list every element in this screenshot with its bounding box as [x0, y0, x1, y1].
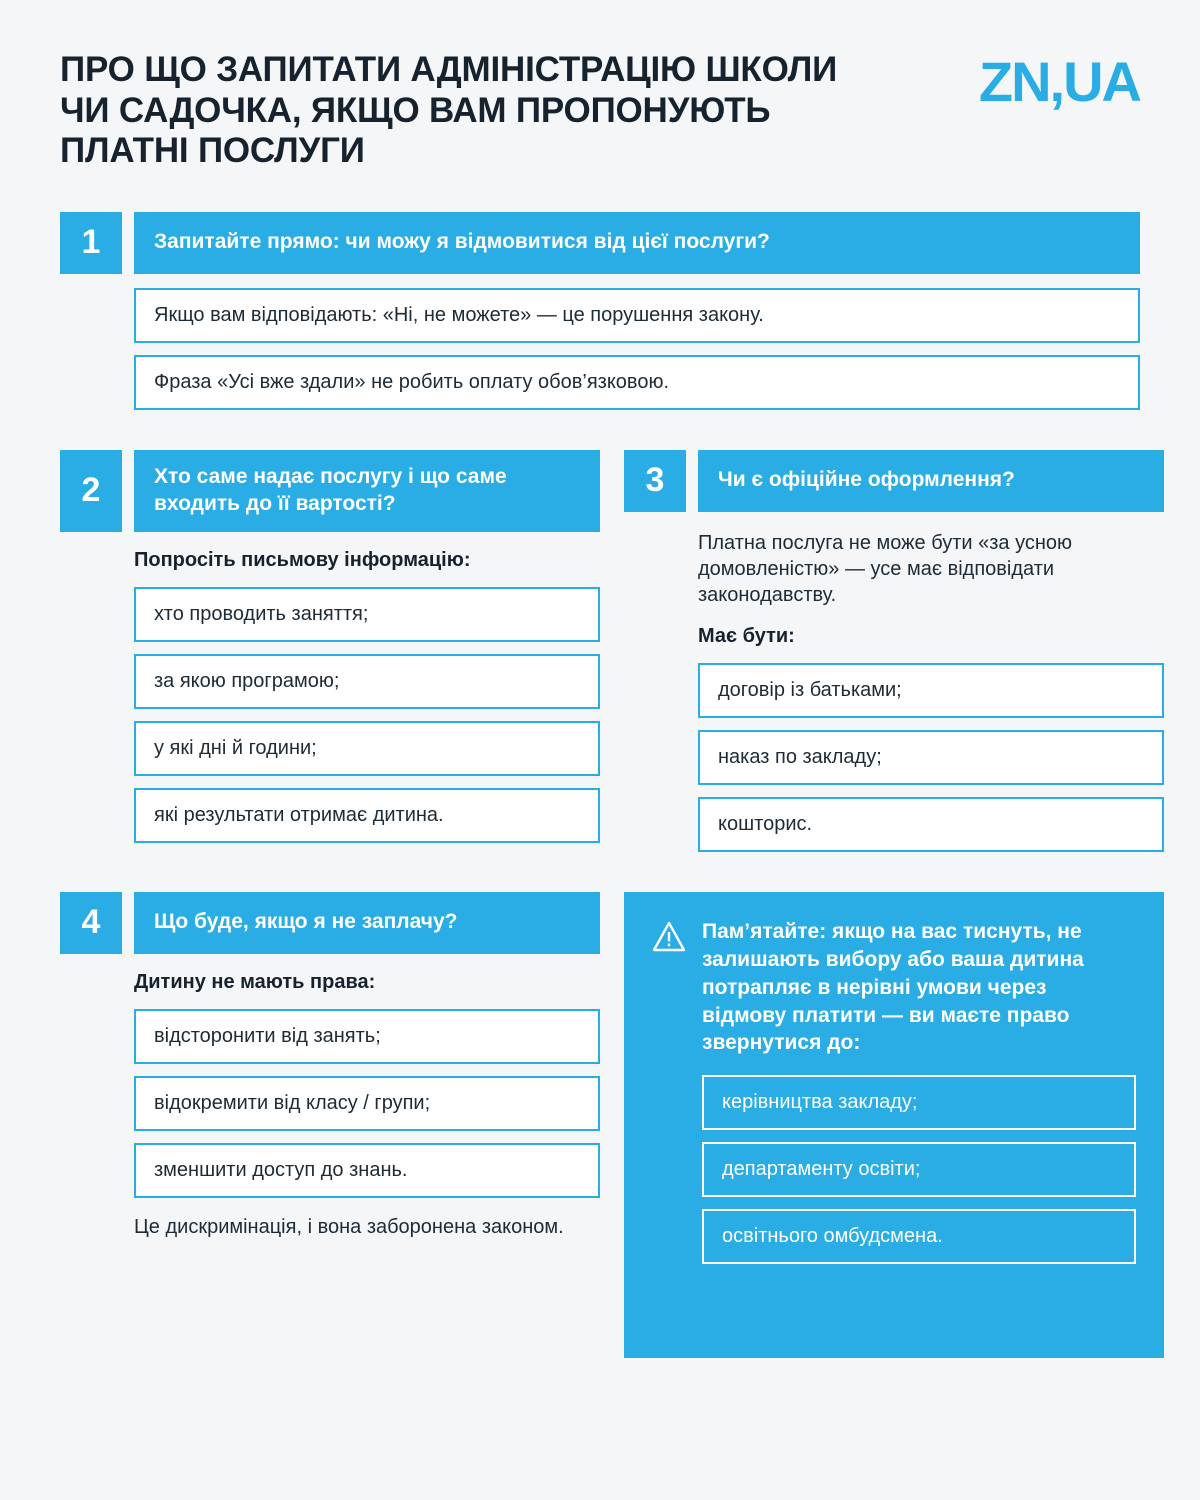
row-2: [60, 450, 1140, 852]
row-1: [60, 212, 1140, 410]
list-item: у які дні й години;: [134, 721, 600, 776]
list-item: які результати отримає дитина.: [134, 788, 600, 843]
list-item: департаменту освіти;: [702, 1142, 1136, 1197]
section-2-number: 2: [60, 450, 122, 532]
section-1-number: 1: [60, 212, 122, 274]
section-3-head: [624, 450, 1164, 512]
section-3-heading: Чи є офіційне оформлення?: [698, 450, 1164, 512]
section-2-subhead: Попросіть письмову інформацію:: [134, 548, 471, 571]
section-2-body: [134, 548, 600, 843]
list-item: освітнього омбудсмена.: [702, 1209, 1136, 1264]
section-4-body: [134, 970, 600, 1240]
section-2-items: [134, 587, 600, 843]
warning-items: [702, 1075, 1136, 1264]
list-item: зменшити доступ до знань.: [134, 1143, 600, 1198]
list-item: наказ по закладу;: [698, 730, 1164, 785]
header: [60, 50, 1140, 172]
section-3-number: 3: [624, 450, 686, 512]
warning-triangle-icon: [652, 920, 686, 954]
list-item: керівництва закладу;: [702, 1075, 1136, 1130]
section-4-head: [60, 892, 600, 954]
warning-panel: [624, 892, 1164, 1358]
section-2-head: [60, 450, 600, 532]
warning-top: [652, 918, 1136, 1058]
section-4-subhead: Дитину не мають права:: [134, 970, 376, 993]
content: [60, 212, 1140, 1358]
list-item: відокремити від класу / групи;: [134, 1076, 600, 1131]
zn-ua-logo: ZN,UA: [978, 50, 1140, 113]
section-4: [60, 892, 600, 1240]
list-item: Фраза «Усі вже здали» не робить оплату обов’язковою.: [134, 355, 1140, 410]
section-3: [624, 450, 1164, 852]
section-1-heading: Запитайте прямо: чи можу я відмовитися від цієї послуги?: [134, 212, 1140, 274]
list-item: хто проводить заняття;: [134, 587, 600, 642]
section-3-paragraph: Платна послуга не може бути «за усною домовленістю» — усе має відповідати законодавству.: [698, 531, 1073, 606]
section-3-items: [698, 663, 1164, 852]
section-1-head: [60, 212, 1140, 274]
section-1-items: [134, 288, 1140, 410]
section-4-items: [134, 1009, 600, 1198]
section-4-heading: Що буде, якщо я не заплачу?: [134, 892, 600, 954]
section-1: [60, 212, 1140, 410]
section-2-heading: Хто саме надає послугу і що саме входить до її вартості?: [134, 450, 600, 532]
section-4-number: 4: [60, 892, 122, 954]
page-title: ПРО ЩО ЗАПИТАТИ АДМІНІСТРАЦІЮ ШКОЛИ ЧИ САДОЧКА, ЯКЩО ВАМ ПРОПОНУЮТЬ ПЛАТНІ ПОСЛУГИ: [60, 50, 838, 171]
warning-text: Пам’ятайте: якщо на вас тиснуть, не залишають вибору або ваша дитина потрапляє в нерівні умови через відмову платити — ви маєте право звернутися до:: [702, 919, 1084, 1055]
list-item: відсторонити від занять;: [134, 1009, 600, 1064]
list-item: Якщо вам відповідають: «Ні, не можете» — це порушення закону.: [134, 288, 1140, 343]
section-3-body: [698, 530, 1164, 852]
section-2: [60, 450, 600, 843]
list-item: за якою програмою;: [134, 654, 600, 709]
section-4-note: Це дискримінація, і вона заборонена законом.: [134, 1215, 564, 1238]
list-item: договір із батьками;: [698, 663, 1164, 718]
list-item: кошторис.: [698, 797, 1164, 852]
row-3: [60, 892, 1140, 1358]
section-3-subhead: Має бути:: [698, 624, 795, 647]
warning-box: [624, 892, 1164, 1358]
